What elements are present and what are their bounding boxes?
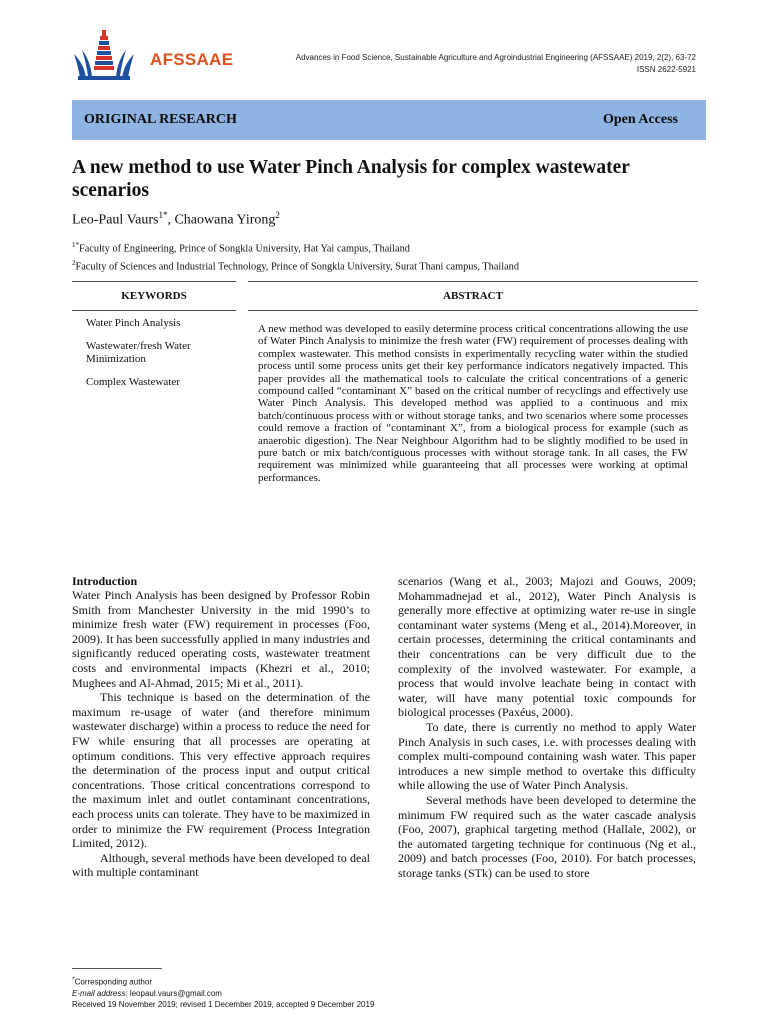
- affiliation-text: Faculty of Engineering, Prince of Songkla University, Hat Yai campus, Thailand: [79, 243, 410, 255]
- logo-wordmark: AFSSAAE: [150, 50, 234, 69]
- keyword-item: Wastewater/fresh Water Minimization: [86, 340, 191, 365]
- body-paragraph: scenarios (Wang et al., 2003; Majozi and Gouws, 2009; Mohammadnejad et al., 2012), Water Pinch Analysis is generally more effective at optimizing water re-use in single contaminant water systems (Meng et al., 2014).Moreover, in certain processes, determining the critical contaminants and their concentrations can be very difficult due to the complexity of the involved wastewater. For example, a process that would involve leachate being in contact with water, will have many potential toxic compounds for biological processes (Paxéus, 2000).: [398, 574, 696, 720]
- footnote-marker: *: [72, 976, 75, 983]
- email-label: E-mail address:: [72, 988, 128, 998]
- author-name: Leo-Paul Vaurs: [72, 212, 159, 228]
- body-paragraph: This technique is based on the determination of the maximum re-usage of water (and therefore minimum wastewater discharge) within a process to reduce the need for FW while ensuring that all processes are operating at optimum conditions. This very effective approach requires the determination of the process input and output critical concentrations. Those critical concentrations correspond to the maximum inlet and outlet contaminant concentrations, each process units can tolerate. They have to be maximized in order to minimize the FW requirement (Process Integration Limited, 2012).: [72, 690, 370, 851]
- author-separator: ,: [167, 212, 175, 228]
- tower-logo-icon: [72, 30, 142, 82]
- issn: ISSN 2622-5921: [636, 65, 696, 74]
- keyword-item: Water Pinch Analysis: [86, 317, 181, 329]
- body-column-left: [72, 588, 370, 880]
- footnote: [72, 974, 712, 1010]
- affiliation-text: Faculty of Sciences and Industrial Technology, Prince of Songkla University, Surat Thani campus, Thailand: [75, 261, 519, 273]
- article-type-banner: [72, 100, 706, 140]
- section-heading-introduction: Introduction: [72, 574, 138, 588]
- keyword-item: Complex Wastewater: [86, 376, 180, 388]
- corresponding-label: Corresponding author: [74, 977, 152, 987]
- journal-logo: [72, 30, 142, 82]
- abstract-heading: ABSTRACT: [248, 281, 698, 311]
- affiliation: [72, 256, 519, 274]
- author-list: [72, 210, 280, 229]
- body-paragraph: To date, there is currently no method to apply Water Pinch Analysis in such cases, i.e. with processes dealing with complex multi-compound containing wash water. This paper introduces a new simple method to overtake this difficulty while allowing the use of Water Pinch Analysis.: [398, 719, 696, 793]
- journal-line: Advances in Food Science, Sustainable Agriculture and Agroindustrial Engineering (AFSSAAE) 2019, 2(2), 63-72: [295, 53, 696, 62]
- keywords-heading: KEYWORDS: [72, 281, 236, 311]
- abstract-text: A new method was developed to easily determine process critical concentrations allowing the use of Water Pinch Analysis to minimize the fresh water (FW) requirement of processes dealing with complex wastewater. This method consists in experimentally recycling water within the studied process until some process units get their key performance indicators negatively impacted. This paper provides all the mathematical tools to calculate the critical concentrations of a generic compound called “contaminant X” based on the critical number of recyclings and effectively use Water Pinch Analysis. This developed method was applied to a continuous and mix batch/continuous process with or without storage tanks, and two scenarios where some processes could remove a fraction of “contaminant X”, from a biological process for example (such as anaerobic digestion). The Near Neighbour Algorithm had to be slightly modified to be used in pure batch or mix batch/contiguous processes with without storage tank. In all cases, the FW requirement was minimized while guaranteeing that all processes were working at optimal performances.: [258, 323, 688, 484]
- author-superscript: 2: [275, 210, 280, 220]
- received-dates: Received 19 November 2019; revised 1 December 2019, accepted 9 December 2019: [72, 999, 375, 1009]
- open-access-label: Open Access: [602, 112, 678, 127]
- body-column-right: [398, 574, 696, 880]
- paper-title: A new method to use Water Pinch Analysis for complex wastewater scenarios: [72, 157, 630, 201]
- body-paragraph: Several methods have been developed to determine the minimum FW required such as the water cascade analysis (Foo, 2007), graphical targeting method (Hallale, 2002), or the automated targeting technique for continuous (Ng et al., 2009) and batch processes (Foo, 2010). For batch processes, storage tanks (STk) can be used to store: [398, 792, 696, 880]
- email-link[interactable]: leopaul.vaurs@gmail.com: [129, 988, 222, 998]
- affiliation-marker: 1*: [72, 241, 79, 249]
- body-paragraph: Although, several methods have been developed to deal with multiple contaminant: [72, 850, 370, 880]
- corresponding-author: [72, 974, 712, 988]
- article-type-label: ORIGINAL RESEARCH: [84, 112, 237, 127]
- affiliations: [72, 238, 519, 275]
- email-line: [72, 988, 712, 999]
- author-superscript: 1*: [158, 210, 168, 220]
- body-paragraph: Water Pinch Analysis has been designed by Professor Robin Smith from Manchester University in the mid 1990’s to minimize fresh water (FW) requirement in processes (Foo, 2009). It has been successfully applied in many industries and significantly reduced operating costs, wastewater treatment costs and environmental impacts (Khezri et al., 2010; Mughees and Al-Ahmad, 2015; Mi et al., 2011).: [72, 588, 370, 690]
- affiliation: [72, 238, 519, 256]
- footnote-divider: [72, 968, 162, 969]
- author-name: Chaowana Yirong: [174, 212, 276, 228]
- affiliation-marker: 2: [72, 259, 76, 268]
- keyword-list: [86, 317, 236, 399]
- journal-citation: [226, 52, 696, 76]
